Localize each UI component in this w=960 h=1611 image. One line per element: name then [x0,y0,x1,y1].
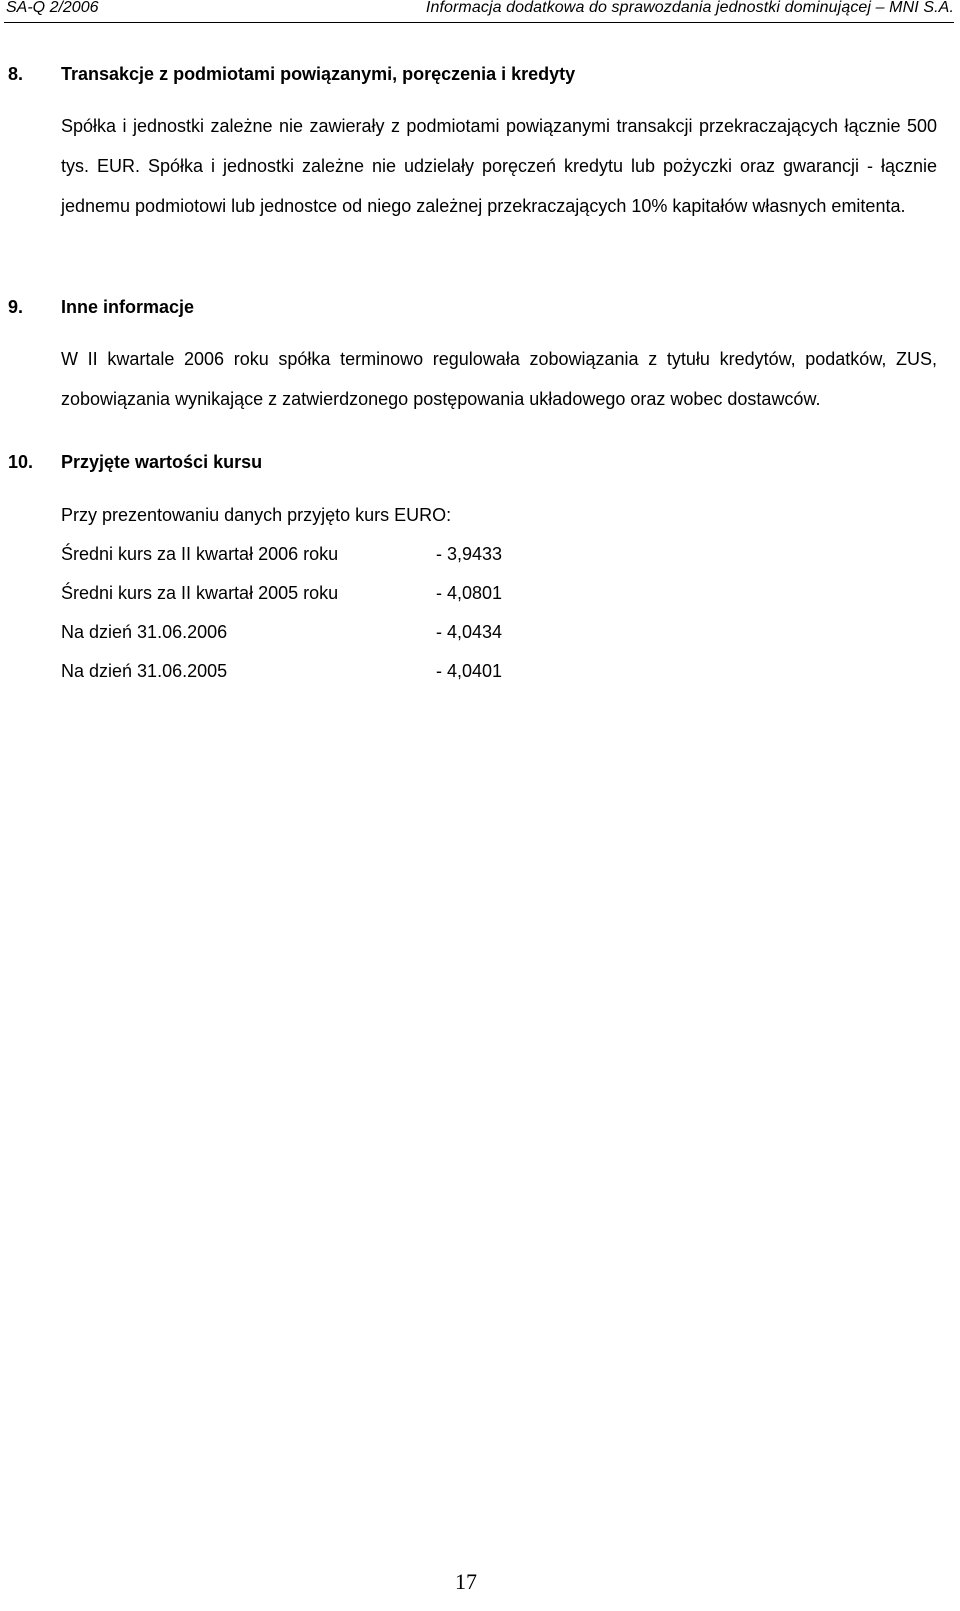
header-report-id: SA-Q 2/2006 [6,0,99,16]
exchange-rate-value: - 3,9433 [436,544,503,564]
section-9-heading [8,295,194,319]
section-8-title: Transakcje z podmiotami powiązanymi, poręczenia i kredyty [61,64,576,84]
exchange-rate-row [61,620,502,644]
exchange-rate-row [61,659,502,683]
exchange-rate-label: Średni kurs za II kwartał 2006 roku [61,544,339,564]
section-8-paragraph: Spółka i jednostki zależne nie zawierały z podmiotami powiązanymi transakcji przekraczających łącznie 500 tys. EUR. Spółka i jednostki zależne nie udzielały poręczeń kredytu lub pożyczki oraz gwarancji - łącznie jednemu podmiotowi lub jednostce od niego zależnej przekraczających 10% kapitałów własnych emitenta. [61,116,937,216]
section-8-number: 8. [8,64,24,84]
section-10-heading [8,450,262,474]
exchange-rate-label: Na dzień 31.06.2005 [61,661,228,681]
exchange-rate-row [61,542,502,566]
header-document-title: Informacja dodatkowa do sprawozdania jednostki dominującej – MNI S.A. [425,0,954,16]
section-9-title: Inne informacje [61,297,195,317]
exchange-rate-label: Na dzień 31.06.2006 [61,622,228,642]
section-9-paragraph: W II kwartale 2006 roku spółka terminowo regulowała zobowiązania z tytułu kredytów, podatków, ZUS, zobowiązania wynikające z zatwierdzonego postępowania układowego oraz wobec dostawców. [61,349,937,409]
exchange-rate-value: - 4,0801 [436,583,503,603]
section-8-heading [8,62,575,86]
exchange-rate-row [61,581,502,605]
section-10-number: 10. [8,452,34,472]
exchange-rate-value: - 4,0401 [436,661,503,681]
running-header [4,0,954,23]
section-9-number: 9. [8,297,24,317]
exchange-rate-label: Średni kurs za II kwartał 2005 roku [61,583,339,603]
exchange-rate-intro: Przy prezentowaniu danych przyjęto kurs EURO: [61,505,452,525]
section-10-title: Przyjęte wartości kursu [61,452,263,472]
exchange-rate-value: - 4,0434 [436,622,503,642]
page-number: 17 [455,1569,477,1594]
